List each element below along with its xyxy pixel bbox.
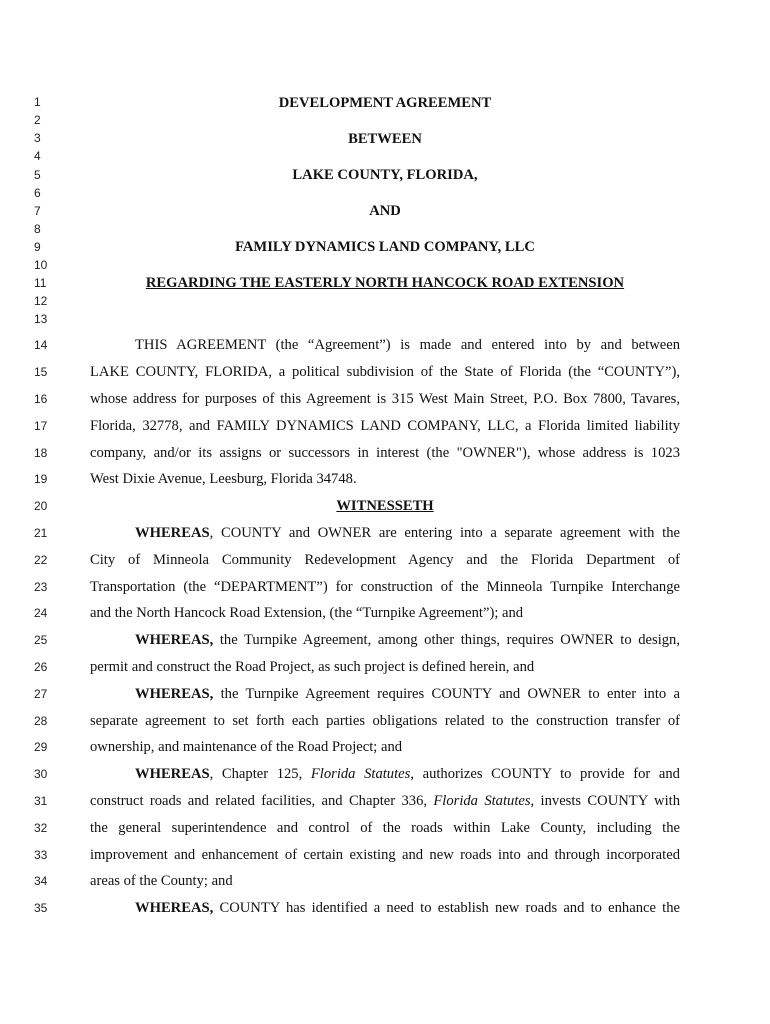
statute-citation: Florida Statutes bbox=[310, 766, 411, 782]
line-number: 24 bbox=[34, 606, 48, 620]
whereas-clause-line: areas of the County; and bbox=[90, 873, 233, 889]
line-number: 1 bbox=[34, 95, 41, 109]
whereas-keyword: WHEREAS, bbox=[135, 632, 214, 648]
whereas-clause-line: Transportation (the “DEPARTMENT”) for construction of the Minneola Turnpike Interchange bbox=[90, 579, 680, 595]
line-number: 10 bbox=[34, 258, 48, 272]
whereas-clause-line: WHEREAS, Chapter 125, Florida Statutes, authorizes COUNTY to provide for and bbox=[135, 766, 680, 782]
statute-citation: Florida Statutes bbox=[433, 793, 531, 809]
and-heading: AND bbox=[369, 203, 401, 219]
between-heading: BETWEEN bbox=[348, 131, 422, 147]
line-number: 18 bbox=[34, 446, 48, 460]
whereas-clause-line: ownership, and maintenance of the Road Project; and bbox=[90, 739, 403, 755]
line-number: 11 bbox=[34, 276, 47, 290]
intro-line: Florida, 32778, and FAMILY DYNAMICS LAND COMPANY, LLC, a Florida limited liability bbox=[90, 418, 680, 434]
line-number: 9 bbox=[34, 240, 41, 254]
line-number: 32 bbox=[34, 821, 48, 835]
line-number: 17 bbox=[34, 419, 48, 433]
whereas-clause-line: WHEREAS, COUNTY and OWNER are entering into a separate agreement with the bbox=[135, 525, 680, 541]
line-number: 34 bbox=[34, 874, 48, 888]
witnesseth-heading: WITNESSETH bbox=[336, 498, 434, 514]
line-number: 12 bbox=[34, 294, 48, 308]
line-number: 31 bbox=[34, 794, 48, 808]
intro-line: whose address for purposes of this Agreement is 315 West Main Street, P.O. Box 7800, Tavares, bbox=[90, 391, 680, 407]
line-number: 7 bbox=[34, 204, 41, 218]
party-one-heading: LAKE COUNTY, FLORIDA, bbox=[292, 167, 478, 183]
line-number: 27 bbox=[34, 687, 48, 701]
line-number: 13 bbox=[34, 312, 48, 326]
whereas-keyword: WHEREAS bbox=[135, 525, 210, 541]
whereas-clause-line: WHEREAS, the Turnpike Agreement, among other things, requires OWNER to design, bbox=[135, 632, 680, 648]
line-number: 5 bbox=[34, 168, 41, 182]
document-title: DEVELOPMENT AGREEMENT bbox=[278, 95, 492, 111]
line-number: 20 bbox=[34, 499, 48, 513]
line-number: 6 bbox=[34, 186, 41, 200]
line-number: 14 bbox=[34, 338, 48, 352]
intro-line: West Dixie Avenue, Leesburg, Florida 34748. bbox=[90, 471, 357, 487]
whereas-clause-line: separate agreement to set forth each parties obligations related to the construction transfer of bbox=[90, 713, 680, 729]
regarding-heading: REGARDING THE EASTERLY NORTH HANCOCK ROAD EXTENSION bbox=[145, 275, 625, 291]
line-number: 21 bbox=[34, 526, 48, 540]
line-number: 2 bbox=[34, 113, 41, 127]
whereas-clause-line: improvement and enhancement of certain existing and new roads into and through incorporated bbox=[90, 847, 680, 863]
party-two-heading: FAMILY DYNAMICS LAND COMPANY, LLC bbox=[235, 239, 535, 255]
line-number: 22 bbox=[34, 553, 48, 567]
whereas-clause-line: WHEREAS, COUNTY has identified a need to establish new roads and to enhance the bbox=[135, 900, 680, 916]
line-number: 29 bbox=[34, 740, 48, 754]
line-number: 35 bbox=[34, 901, 48, 915]
whereas-clause-line: City of Minneola Community Redevelopment Agency and the Florida Department of bbox=[90, 552, 680, 568]
whereas-keyword: WHEREAS, bbox=[135, 900, 214, 916]
intro-line: company, and/or its assigns or successors in interest (the "OWNER"), whose address is 1023 bbox=[90, 445, 680, 461]
whereas-clause-line: the general superintendence and control of the roads within Lake County, including the bbox=[90, 820, 680, 836]
intro-line: THIS AGREEMENT (the “Agreement”) is made and entered into by and between bbox=[135, 337, 680, 353]
intro-line: LAKE COUNTY, FLORIDA, a political subdivision of the State of Florida (the “COUNTY”), bbox=[90, 364, 680, 380]
whereas-clause-line: permit and construct the Road Project, as such project is defined herein, and bbox=[90, 659, 535, 675]
line-number: 16 bbox=[34, 392, 48, 406]
line-number: 33 bbox=[34, 848, 48, 862]
line-number: 4 bbox=[34, 149, 41, 163]
line-number: 8 bbox=[34, 222, 41, 236]
whereas-clause-line: and the North Hancock Road Extension, (the “Turnpike Agreement”); and bbox=[90, 605, 524, 621]
whereas-keyword: WHEREAS, bbox=[135, 686, 214, 702]
line-number: 19 bbox=[34, 472, 48, 486]
line-number: 28 bbox=[34, 714, 48, 728]
line-number: 26 bbox=[34, 660, 48, 674]
line-number: 3 bbox=[34, 131, 41, 145]
line-number: 30 bbox=[34, 767, 48, 781]
whereas-keyword: WHEREAS bbox=[135, 766, 210, 782]
line-number: 23 bbox=[34, 580, 48, 594]
whereas-clause-line: construct roads and related facilities, and Chapter 336, Florida Statutes, invests COUNTY with bbox=[90, 793, 680, 809]
line-number: 15 bbox=[34, 365, 48, 379]
whereas-clause-line: WHEREAS, the Turnpike Agreement requires COUNTY and OWNER to enter into a bbox=[135, 686, 680, 702]
line-number: 25 bbox=[34, 633, 48, 647]
